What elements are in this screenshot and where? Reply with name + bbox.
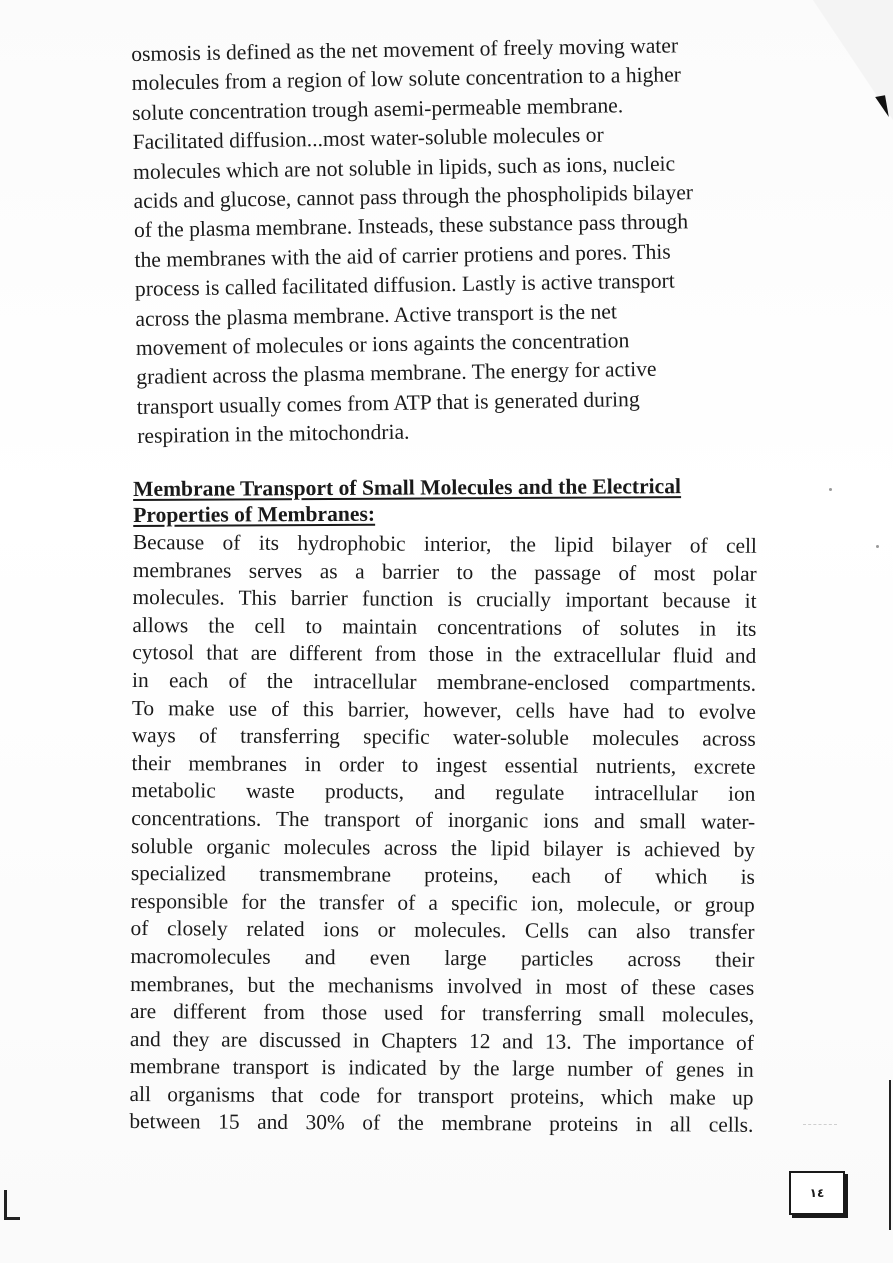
text-line: of the plasma membrane. Insteads, these substance pass through (133, 209, 689, 243)
text-line: gradient across the plasma membrane. The energy for active (136, 357, 657, 390)
text-line: all organisms that code for transport proteins, which make up (129, 1081, 754, 1110)
text-line: membranes serves as a barrier to the passage of most polar (132, 557, 757, 586)
text-line: membrane transport is indicated by the large number of genes in (129, 1054, 754, 1083)
text-line: movement of molecules or ions againts the concentration (135, 328, 630, 361)
page-right-edge (889, 1080, 891, 1230)
faint-mark (803, 1124, 837, 1125)
text-line: and they are discussed in Chapters 12 and 13. The importance of (129, 1026, 754, 1055)
heading-line: Membrane Transport of Small Molecules and the Electrical (133, 474, 682, 501)
text-line: allows the cell to maintain concentrations of solutes in its (132, 612, 757, 641)
speck (829, 488, 832, 491)
text-line: responsible for the transfer of a specific ion, molecule, or group (130, 888, 755, 917)
text-line: of closely related ions or molecules. Cells can also transfer (130, 916, 755, 945)
text-line: molecules. This barrier function is crucially important because it (132, 585, 757, 613)
text-line: soluble organic molecules across the lipid bilayer is achieved by (130, 833, 756, 862)
text-line: To make use of this barrier, however, cells have had to evolve (131, 695, 756, 724)
text-line: acids and glucose, cannot pass through the phospholipids bilayer (133, 180, 694, 214)
text-line: cytosol that are different from those in the extracellular fluid and (132, 640, 757, 669)
text-line: between 15 and 30% of the membrane proteins in all cells. (129, 1109, 754, 1138)
text-line: Because of its hydrophobic interior, the lipid bilayer of cell (132, 530, 757, 558)
text-line: molecules which are not soluble in lipids, such as ions, nucleic (132, 151, 676, 184)
section-heading (133, 473, 761, 528)
text-line: the membranes with the aid of carrier protiens and pores. This (134, 239, 671, 272)
text-line: molecules from a region of low solute concentration to a higher (131, 62, 682, 96)
heading-line: Properties of Membranes: (133, 501, 376, 527)
text-line: metabolic waste products, and regulate intracellular ion (131, 778, 756, 807)
text-line: Facilitated diffusion...most water-soluble molecules or (132, 122, 604, 155)
text-line: solute concentration trough asemi-permeable membrane. (131, 93, 624, 125)
text-line: across the plasma membrane. Active transport is the net (135, 299, 618, 331)
text-line: ways of transferring specific water-soluble molecules across (131, 723, 756, 751)
text-line: macromolecules and even large particles across their (130, 943, 755, 972)
text-line: respiration in the mitochondria. (137, 419, 410, 449)
page-left-corner-mark (4, 1190, 7, 1220)
text-line: transport usually comes from ATP that is generated during (136, 386, 640, 419)
text-line: membranes, but the mechanisms involved in most of these cases (130, 971, 755, 1000)
text-line: in each of the intracellular membrane-enclosed compartments. (132, 667, 757, 696)
text-line: osmosis is defined as the net movement of freely moving water (131, 33, 679, 66)
text-line: specialized transmembrane proteins, each of which is (130, 861, 755, 889)
text-line: are different from those used for transferring small molecules, (129, 999, 755, 1027)
text-line: concentrations. The transport of inorganic ions and small water- (131, 805, 756, 834)
intro-paragraph (131, 30, 765, 452)
body-paragraph (129, 529, 757, 1140)
speck (876, 545, 879, 548)
page-number: ١٤ (789, 1171, 845, 1215)
text-line: their membranes in order to ingest essential nutrients, excrete (131, 750, 756, 779)
text-line: process is called facilitated diffusion. Lastly is active transport (134, 268, 675, 302)
